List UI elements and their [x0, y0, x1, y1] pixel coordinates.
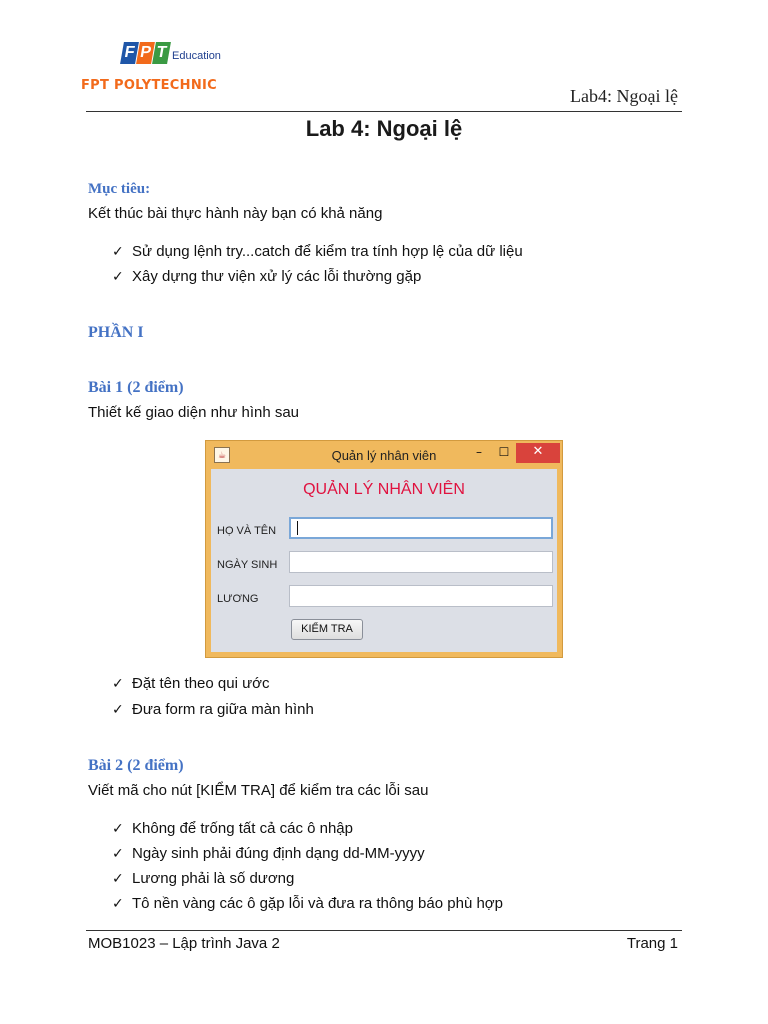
objectives-intro: Kết thúc bài thực hành này bạn có khả năng — [88, 205, 383, 222]
employee-window — [205, 440, 563, 658]
checkmark-icon: ✓ — [112, 244, 124, 260]
bai2-item: ✓ Tô nền vàng các ô gặp lỗi và đưa ra thông báo phù hợp — [112, 895, 503, 912]
logo-letter-f: F — [120, 42, 139, 64]
name-label: HỌ VÀ TÊN — [217, 525, 277, 537]
window-title: Quản lý nhân viên — [331, 448, 437, 463]
footer-page-number: Trang 1 — [626, 935, 678, 952]
logo-education-text: Education — [172, 50, 221, 62]
header-divider — [86, 111, 682, 112]
minimize-button[interactable]: – — [476, 445, 482, 459]
bai1-heading: Bài 1 (2 điểm) — [88, 379, 184, 396]
bai2-item: ✓ Không để trống tất cả các ô nhập — [112, 820, 353, 837]
checkmark-icon: ✓ — [112, 702, 124, 718]
java-app-icon: ☕ — [214, 447, 230, 463]
window-title-bar — [206, 441, 562, 469]
maximize-button[interactable]: ☐ — [498, 445, 510, 459]
window-content — [211, 469, 557, 652]
checkmark-icon: ✓ — [112, 846, 124, 862]
check-button[interactable]: KIỂM TRA — [291, 619, 363, 640]
salary-input[interactable] — [289, 585, 553, 607]
birthdate-input[interactable] — [289, 551, 553, 573]
page-title: Lab 4: Ngoại lệ — [305, 116, 463, 141]
footer-divider — [86, 930, 682, 931]
checkmark-icon: ✓ — [112, 676, 124, 692]
footer-course: MOB1023 – Lập trình Java 2 — [88, 935, 280, 952]
form-heading: QUẢN LÝ NHÂN VIÊN — [303, 481, 465, 498]
part-heading: PHẦN I — [88, 324, 144, 341]
logo-letter-t: T — [152, 42, 171, 64]
fpt-logo — [80, 40, 280, 100]
bai2-item: ✓ Ngày sinh phải đúng định dạng dd-MM-yyyy — [112, 845, 425, 862]
bai1-item: ✓ Đưa form ra giữa màn hình — [112, 701, 314, 718]
logo-brand-text: FPT POLYTECHNIC — [81, 78, 217, 93]
bai2-intro: Viết mã cho nút [KIỂM TRA] để kiểm tra các lỗi sau — [88, 782, 429, 799]
checkmark-icon: ✓ — [112, 896, 124, 912]
objective-item: ✓ Sử dụng lệnh try...catch để kiểm tra tính hợp lệ của dữ liệu — [112, 243, 523, 260]
bai2-heading: Bài 2 (2 điểm) — [88, 757, 184, 774]
bai2-item: ✓ Lương phải là số dương — [112, 870, 295, 887]
birthdate-label: NGÀY SINH — [217, 559, 278, 571]
objectives-heading: Mục tiêu: — [88, 181, 151, 197]
checkmark-icon: ✓ — [112, 821, 124, 837]
text-caret — [297, 521, 298, 535]
bai1-intro: Thiết kế giao diện như hình sau — [88, 404, 300, 421]
checkmark-icon: ✓ — [112, 871, 124, 887]
bai1-item: ✓ Đặt tên theo qui ước — [112, 675, 270, 692]
salary-label: LƯƠNG — [217, 593, 259, 605]
name-input[interactable] — [289, 517, 553, 539]
fpt-logo-mark — [122, 42, 169, 64]
close-button[interactable]: ✕ — [516, 443, 560, 463]
checkmark-icon: ✓ — [112, 269, 124, 285]
logo-letter-p: P — [136, 42, 155, 64]
running-header-title: Lab4: Ngoại lệ — [570, 86, 678, 106]
objective-item: ✓ Xây dựng thư viện xử lý các lỗi thường gặp — [112, 268, 422, 285]
